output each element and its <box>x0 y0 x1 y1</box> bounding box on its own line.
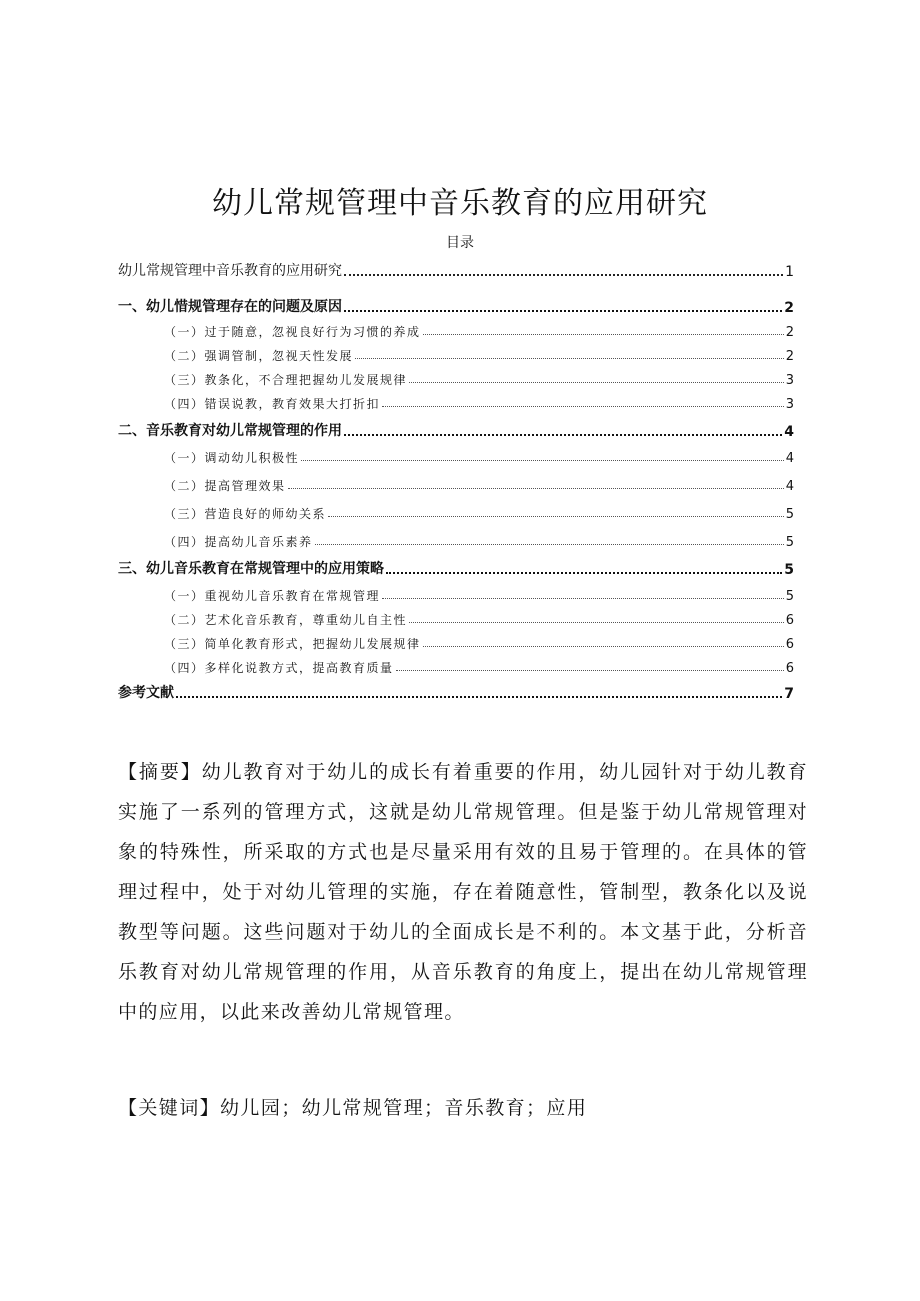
toc-entry-page-number: 1 <box>785 264 794 280</box>
toc-entry-label: 参考文献 <box>118 685 174 701</box>
toc-entry-label: （二）强调管制，忽视天性发展 <box>164 349 354 363</box>
toc-entry-label: （三）营造良好的师幼关系 <box>164 507 327 521</box>
toc-leader-dots <box>423 646 784 647</box>
toc-leader-dots <box>409 382 784 383</box>
toc-entry[interactable] <box>118 342 794 364</box>
toc-leader-dots <box>386 572 782 574</box>
toc-leader-dots <box>315 544 784 545</box>
toc-entry-page-number: 5 <box>785 507 794 522</box>
toc-heading: 目录 <box>446 235 474 251</box>
toc-entry[interactable] <box>118 500 794 522</box>
abstract-text: 幼儿教育对于幼儿的成长有着重要的作用，幼儿园针对于幼儿教育实施了一系列的管理方式，这就是幼儿常规管理。但是鉴于幼儿常规管理对象的特殊性，所采取的方式也是尽量采用有效的且易于管理的。在具体的管理过程中，处于对幼儿管理的实施，存在着随意性，管制型，教条化以及说教型等问题。这些问题对于幼儿的全面成长是不利的。本文基于此，分析音乐教育对幼儿常规管理的作用，从音乐教育的角度上，提出在幼儿常规管理中的应用，以此来改善幼儿常规管理。 <box>118 761 808 1023</box>
toc-entry[interactable] <box>118 654 794 676</box>
toc-entry-page-number: 3 <box>785 373 794 388</box>
toc-entry-page-number: 4 <box>785 451 794 466</box>
toc-entry-page-number: 6 <box>785 613 794 628</box>
toc-entry-page-number: 6 <box>785 661 794 676</box>
keywords-text: 幼儿园；幼儿常规管理；音乐教育；应用 <box>220 1097 588 1119</box>
toc-leader-dots <box>423 334 784 335</box>
toc-entry[interactable] <box>118 582 794 604</box>
toc-entry-label: （一）过于随意，忽视良好行为习惯的养成 <box>164 325 421 339</box>
toc-entry-page-number: 4 <box>784 424 794 440</box>
toc-entry-page-number: 4 <box>785 479 794 494</box>
toc-entry[interactable] <box>118 418 794 440</box>
toc-leader-dots <box>301 460 784 461</box>
toc-entry-page-number: 6 <box>785 637 794 652</box>
toc-entry-label: （二）艺术化音乐教育，尊重幼儿自主性 <box>164 613 408 627</box>
abstract-paragraph <box>118 752 808 1032</box>
toc-leader-dots <box>355 358 784 359</box>
toc-entry-label: （四）错误说教，教育效果大打折扣 <box>164 397 381 411</box>
toc-leader-dots <box>344 310 782 312</box>
toc-leader-dots <box>344 434 782 436</box>
toc-leader-dots <box>382 406 784 407</box>
document-title: 幼儿常规管理中音乐教育的应用研究 <box>212 186 708 221</box>
toc-entry[interactable] <box>118 258 794 280</box>
toc-entry-label: （三）简单化教育形式，把握幼儿发展规律 <box>164 637 421 651</box>
abstract-tag: 【摘要】 <box>118 761 202 783</box>
toc-entry[interactable] <box>118 680 794 702</box>
toc-entry-label: 一、幼儿惜规管理存在的问题及原因 <box>118 299 342 315</box>
toc-entry[interactable] <box>118 556 794 578</box>
toc-entry-page-number: 7 <box>784 686 794 702</box>
keywords-tag: 【关键词】 <box>118 1097 221 1119</box>
toc-leader-dots <box>396 670 784 671</box>
toc-entry-label: 二、音乐教育对幼儿常规管理的作用 <box>118 423 342 439</box>
toc-entry-page-number: 2 <box>784 300 794 316</box>
toc-entry-label: 三、幼儿音乐教育在常规管理中的应用策略 <box>118 561 384 577</box>
toc-leader-dots <box>176 696 782 698</box>
toc-leader-dots <box>288 488 784 489</box>
toc-entry-label: （一）重视幼儿音乐教育在常规管理 <box>164 589 381 603</box>
toc-entry[interactable] <box>118 528 794 550</box>
toc-entry-label: （四）提高幼儿音乐素养 <box>164 535 313 549</box>
toc-entry-page-number: 2 <box>785 349 794 364</box>
keywords-paragraph <box>118 1088 808 1128</box>
toc-entry[interactable] <box>118 294 794 316</box>
toc-entry-label: （四）多样化说教方式，提高教育质量 <box>164 661 394 675</box>
toc-entry-page-number: 5 <box>785 589 794 604</box>
toc-entry-page-number: 3 <box>785 397 794 412</box>
toc-leader-dots <box>328 516 784 517</box>
toc-entry[interactable] <box>118 472 794 494</box>
toc-entry[interactable] <box>118 606 794 628</box>
toc-entry-label: 幼儿常规管理中音乐教育的应用研究 <box>118 263 342 279</box>
toc-entry-page-number: 5 <box>785 535 794 550</box>
toc-leader-dots <box>409 622 784 623</box>
toc-entry[interactable] <box>118 444 794 466</box>
toc-entry-page-number: 5 <box>784 562 794 578</box>
toc-entry[interactable] <box>118 318 794 340</box>
toc-entry-page-number: 2 <box>785 325 794 340</box>
toc-leader-dots <box>344 274 783 276</box>
toc-entry[interactable] <box>118 630 794 652</box>
toc-entry[interactable] <box>118 366 794 388</box>
toc-entry-label: （二）提高管理效果 <box>164 479 286 493</box>
toc-leader-dots <box>382 598 784 599</box>
toc-entry[interactable] <box>118 390 794 412</box>
toc-entry-label: （一）调动幼儿积极性 <box>164 451 300 465</box>
toc-entry-label: （三）教条化，不合理把握幼儿发展规律 <box>164 373 408 387</box>
